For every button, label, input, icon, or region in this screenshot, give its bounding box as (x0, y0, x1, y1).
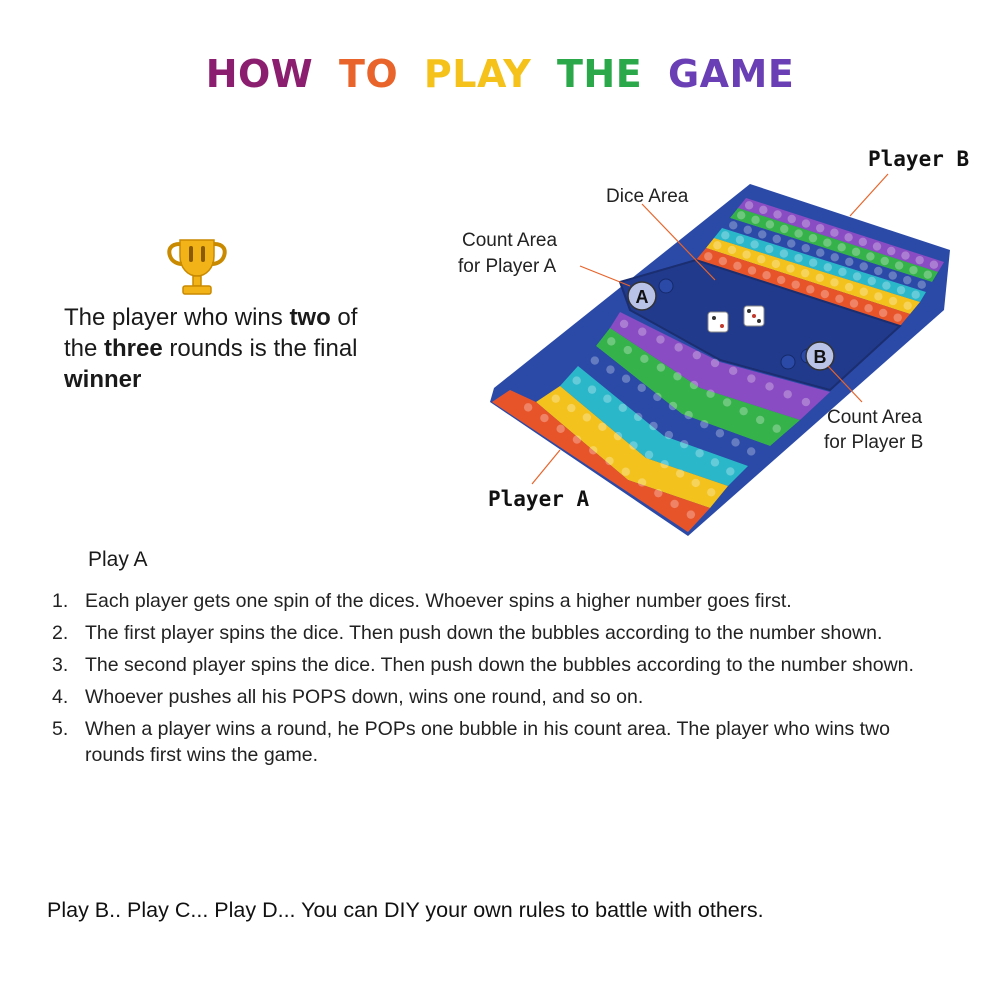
bubble (736, 236, 744, 244)
bubble (874, 267, 882, 275)
rule-number: 3. (52, 654, 69, 676)
bubble (794, 229, 802, 237)
title-word: THE (557, 52, 643, 96)
bubble (567, 404, 575, 412)
list-item (52, 620, 942, 646)
bubble (649, 422, 657, 430)
bubble (524, 403, 532, 411)
bubble (823, 239, 831, 247)
bubble (638, 384, 646, 392)
bubble (882, 281, 890, 289)
bubble (786, 264, 794, 272)
bubble (711, 458, 719, 466)
bubble (589, 446, 597, 454)
bubble (591, 356, 599, 364)
bubble (745, 201, 753, 209)
winner-note-text: rounds is the final (162, 335, 358, 362)
bubble (711, 359, 719, 367)
bubble (879, 309, 887, 317)
bubble (750, 240, 758, 248)
bubble (572, 376, 580, 384)
rule-number: 5. (52, 718, 69, 740)
list-item (52, 684, 942, 710)
bubble (654, 489, 662, 497)
bubble (889, 297, 897, 305)
bubble (673, 372, 681, 380)
bubble (864, 304, 872, 312)
bubble (603, 395, 611, 403)
bubble (765, 382, 773, 390)
bubble (719, 257, 727, 265)
page-title (0, 52, 1000, 96)
dice-area-label: Dice Area (606, 186, 689, 207)
bubble (924, 271, 932, 279)
trophy-icon (166, 236, 228, 300)
count-area-a-label: for Player A (458, 256, 557, 277)
leader-line (580, 266, 630, 286)
rules-list (52, 588, 942, 774)
bubble (844, 233, 852, 241)
bubble (716, 429, 724, 437)
bubble (747, 447, 755, 455)
bubble (733, 262, 741, 270)
bubble (909, 266, 917, 274)
bubble (748, 266, 756, 274)
bubble (903, 301, 911, 309)
rule-number: 4. (52, 686, 69, 708)
bubble (889, 271, 897, 279)
bubble (704, 252, 712, 260)
leader-line (850, 174, 888, 216)
bubble (645, 451, 653, 459)
bubble (773, 424, 781, 432)
bubble (903, 276, 911, 284)
bubble (915, 256, 923, 264)
bubble (887, 247, 895, 255)
bubble (690, 381, 698, 389)
leader-line (532, 450, 560, 484)
bubble (691, 479, 699, 487)
title-word: HOW (205, 52, 314, 96)
count-area-a-label: Count Area (462, 230, 558, 251)
bubble (676, 469, 684, 477)
bubble (918, 281, 926, 289)
bubble (772, 260, 780, 268)
bubble (680, 440, 688, 448)
bubble (583, 413, 591, 421)
bubble (665, 431, 673, 439)
bubble (737, 211, 745, 219)
bubble (809, 234, 817, 242)
bubble (784, 390, 792, 398)
bubble (756, 416, 764, 424)
rule-text: When a player wins a round, he POPs one bubble in his count area. The player who wins two rounds first wins the game. (85, 718, 891, 766)
bubble (758, 230, 766, 238)
bubble (731, 438, 739, 446)
bubble (897, 286, 905, 294)
bubble (809, 259, 817, 267)
bubble (700, 420, 708, 428)
bubble (860, 262, 868, 270)
bubble (726, 467, 734, 475)
bubble (744, 226, 752, 234)
bubble (707, 488, 715, 496)
count-bubble (781, 355, 795, 369)
bubble (624, 346, 632, 354)
bubble (657, 363, 665, 371)
rule-number: 2. (52, 622, 69, 644)
bubble (556, 425, 564, 433)
bubble (660, 460, 668, 468)
bubble (845, 258, 853, 266)
bubble (874, 292, 882, 300)
rule-text: The first player spins the dice. Then push down the bubbles according to the number shown. (85, 622, 883, 644)
bubble (816, 249, 824, 257)
bubble (619, 404, 627, 412)
footer-text: Play B.. Play C... Play D... You can DIY your own rules to battle with others. (47, 898, 764, 922)
list-item (52, 652, 942, 678)
bubble (653, 393, 661, 401)
bubble (821, 290, 829, 298)
bubble (620, 320, 628, 328)
bubble (901, 251, 909, 259)
marker-a-label: A (635, 287, 649, 307)
bubble (622, 468, 630, 476)
bubble (866, 252, 874, 260)
bubble (792, 280, 800, 288)
bubble (713, 241, 721, 249)
bubble (638, 328, 646, 336)
bubble (816, 274, 824, 282)
bubble (802, 244, 810, 252)
bubble (780, 225, 788, 233)
marker-b-label: B (813, 347, 827, 367)
bubble (656, 335, 664, 343)
bubble (757, 255, 765, 263)
winner-note-bold: winner (64, 366, 142, 393)
bubble (669, 402, 677, 410)
bubble (801, 269, 809, 277)
bubble (852, 248, 860, 256)
bubble (723, 398, 731, 406)
bubble (759, 206, 767, 214)
count-area-b-label: Count Area (827, 407, 923, 428)
bubble (780, 249, 788, 257)
bubble (802, 219, 810, 227)
bubble (853, 272, 861, 280)
bubble (747, 374, 755, 382)
bubble (911, 291, 919, 299)
bubble (802, 398, 810, 406)
bubble (598, 423, 606, 431)
bubble (721, 231, 729, 239)
player-a-label: Player A (488, 487, 590, 511)
bubble (794, 254, 802, 262)
bubble (831, 253, 839, 261)
bubble (773, 235, 781, 243)
bubble (728, 246, 736, 254)
bubble (622, 375, 630, 383)
bubble (614, 432, 622, 440)
bubble (894, 313, 902, 321)
bubble (606, 365, 614, 373)
count-bubble (659, 279, 673, 293)
bubble (830, 278, 838, 286)
bubble (687, 510, 695, 518)
bubble (830, 229, 838, 237)
title-word: TO (338, 52, 399, 96)
bubble (674, 343, 682, 351)
winner-note-bold: three (104, 335, 163, 362)
title-word: GAME (667, 52, 795, 96)
bubble (684, 411, 692, 419)
bubble (540, 414, 548, 422)
bubble (607, 337, 615, 345)
bubble (859, 238, 867, 246)
bubble (838, 268, 846, 276)
winner-note-bold: two (289, 304, 331, 331)
bubble (729, 367, 737, 375)
bubble (640, 355, 648, 363)
rule-number: 1. (52, 590, 69, 612)
bubble (739, 407, 747, 415)
bubble (824, 263, 832, 271)
winner-note-text: of the (64, 304, 358, 362)
rule-text: The second player spins the dice. Then push down the bubbles according to the number shown. (85, 654, 914, 676)
bubble (773, 210, 781, 218)
bubble (605, 457, 613, 465)
bubble (845, 283, 853, 291)
bubble (693, 351, 701, 359)
bubble (816, 224, 824, 232)
rule-text: Each player gets one spin of the dices. Whoever spins a higher number goes first. (85, 590, 792, 612)
list-item (52, 588, 942, 614)
bubble (670, 500, 678, 508)
bubble (873, 242, 881, 250)
bubble (695, 449, 703, 457)
bubble (638, 478, 646, 486)
bubble (629, 441, 637, 449)
bubble (706, 390, 714, 398)
bubble (787, 239, 795, 247)
bubble (788, 215, 796, 223)
list-item (52, 716, 942, 768)
title-word: PLAY (423, 52, 532, 96)
bubble (552, 394, 560, 402)
rule-text: Whoever pushes all his POPS down, wins one round, and so on. (85, 686, 644, 708)
winner-note (64, 302, 384, 395)
bubble (762, 271, 770, 279)
section-heading: Play A (88, 548, 148, 571)
bubble (806, 285, 814, 293)
bubble (742, 250, 750, 258)
bubble (777, 276, 785, 284)
bubble (634, 413, 642, 421)
bubble (751, 216, 759, 224)
bubble (573, 435, 581, 443)
game-board-diagram (458, 140, 1000, 540)
bubble (868, 277, 876, 285)
player-b-label: Player B (868, 147, 970, 171)
winner-note-text: The player who wins (64, 304, 290, 331)
bubble (765, 245, 773, 253)
bubble (881, 257, 889, 265)
bubble (837, 243, 845, 251)
bubble (850, 299, 858, 307)
bubble (766, 220, 774, 228)
bubble (860, 288, 868, 296)
count-area-b-label: for Player B (824, 432, 924, 453)
bubble (729, 221, 737, 229)
bubble (930, 261, 938, 269)
bubble (835, 295, 843, 303)
bubble (895, 261, 903, 269)
bubble (588, 385, 596, 393)
